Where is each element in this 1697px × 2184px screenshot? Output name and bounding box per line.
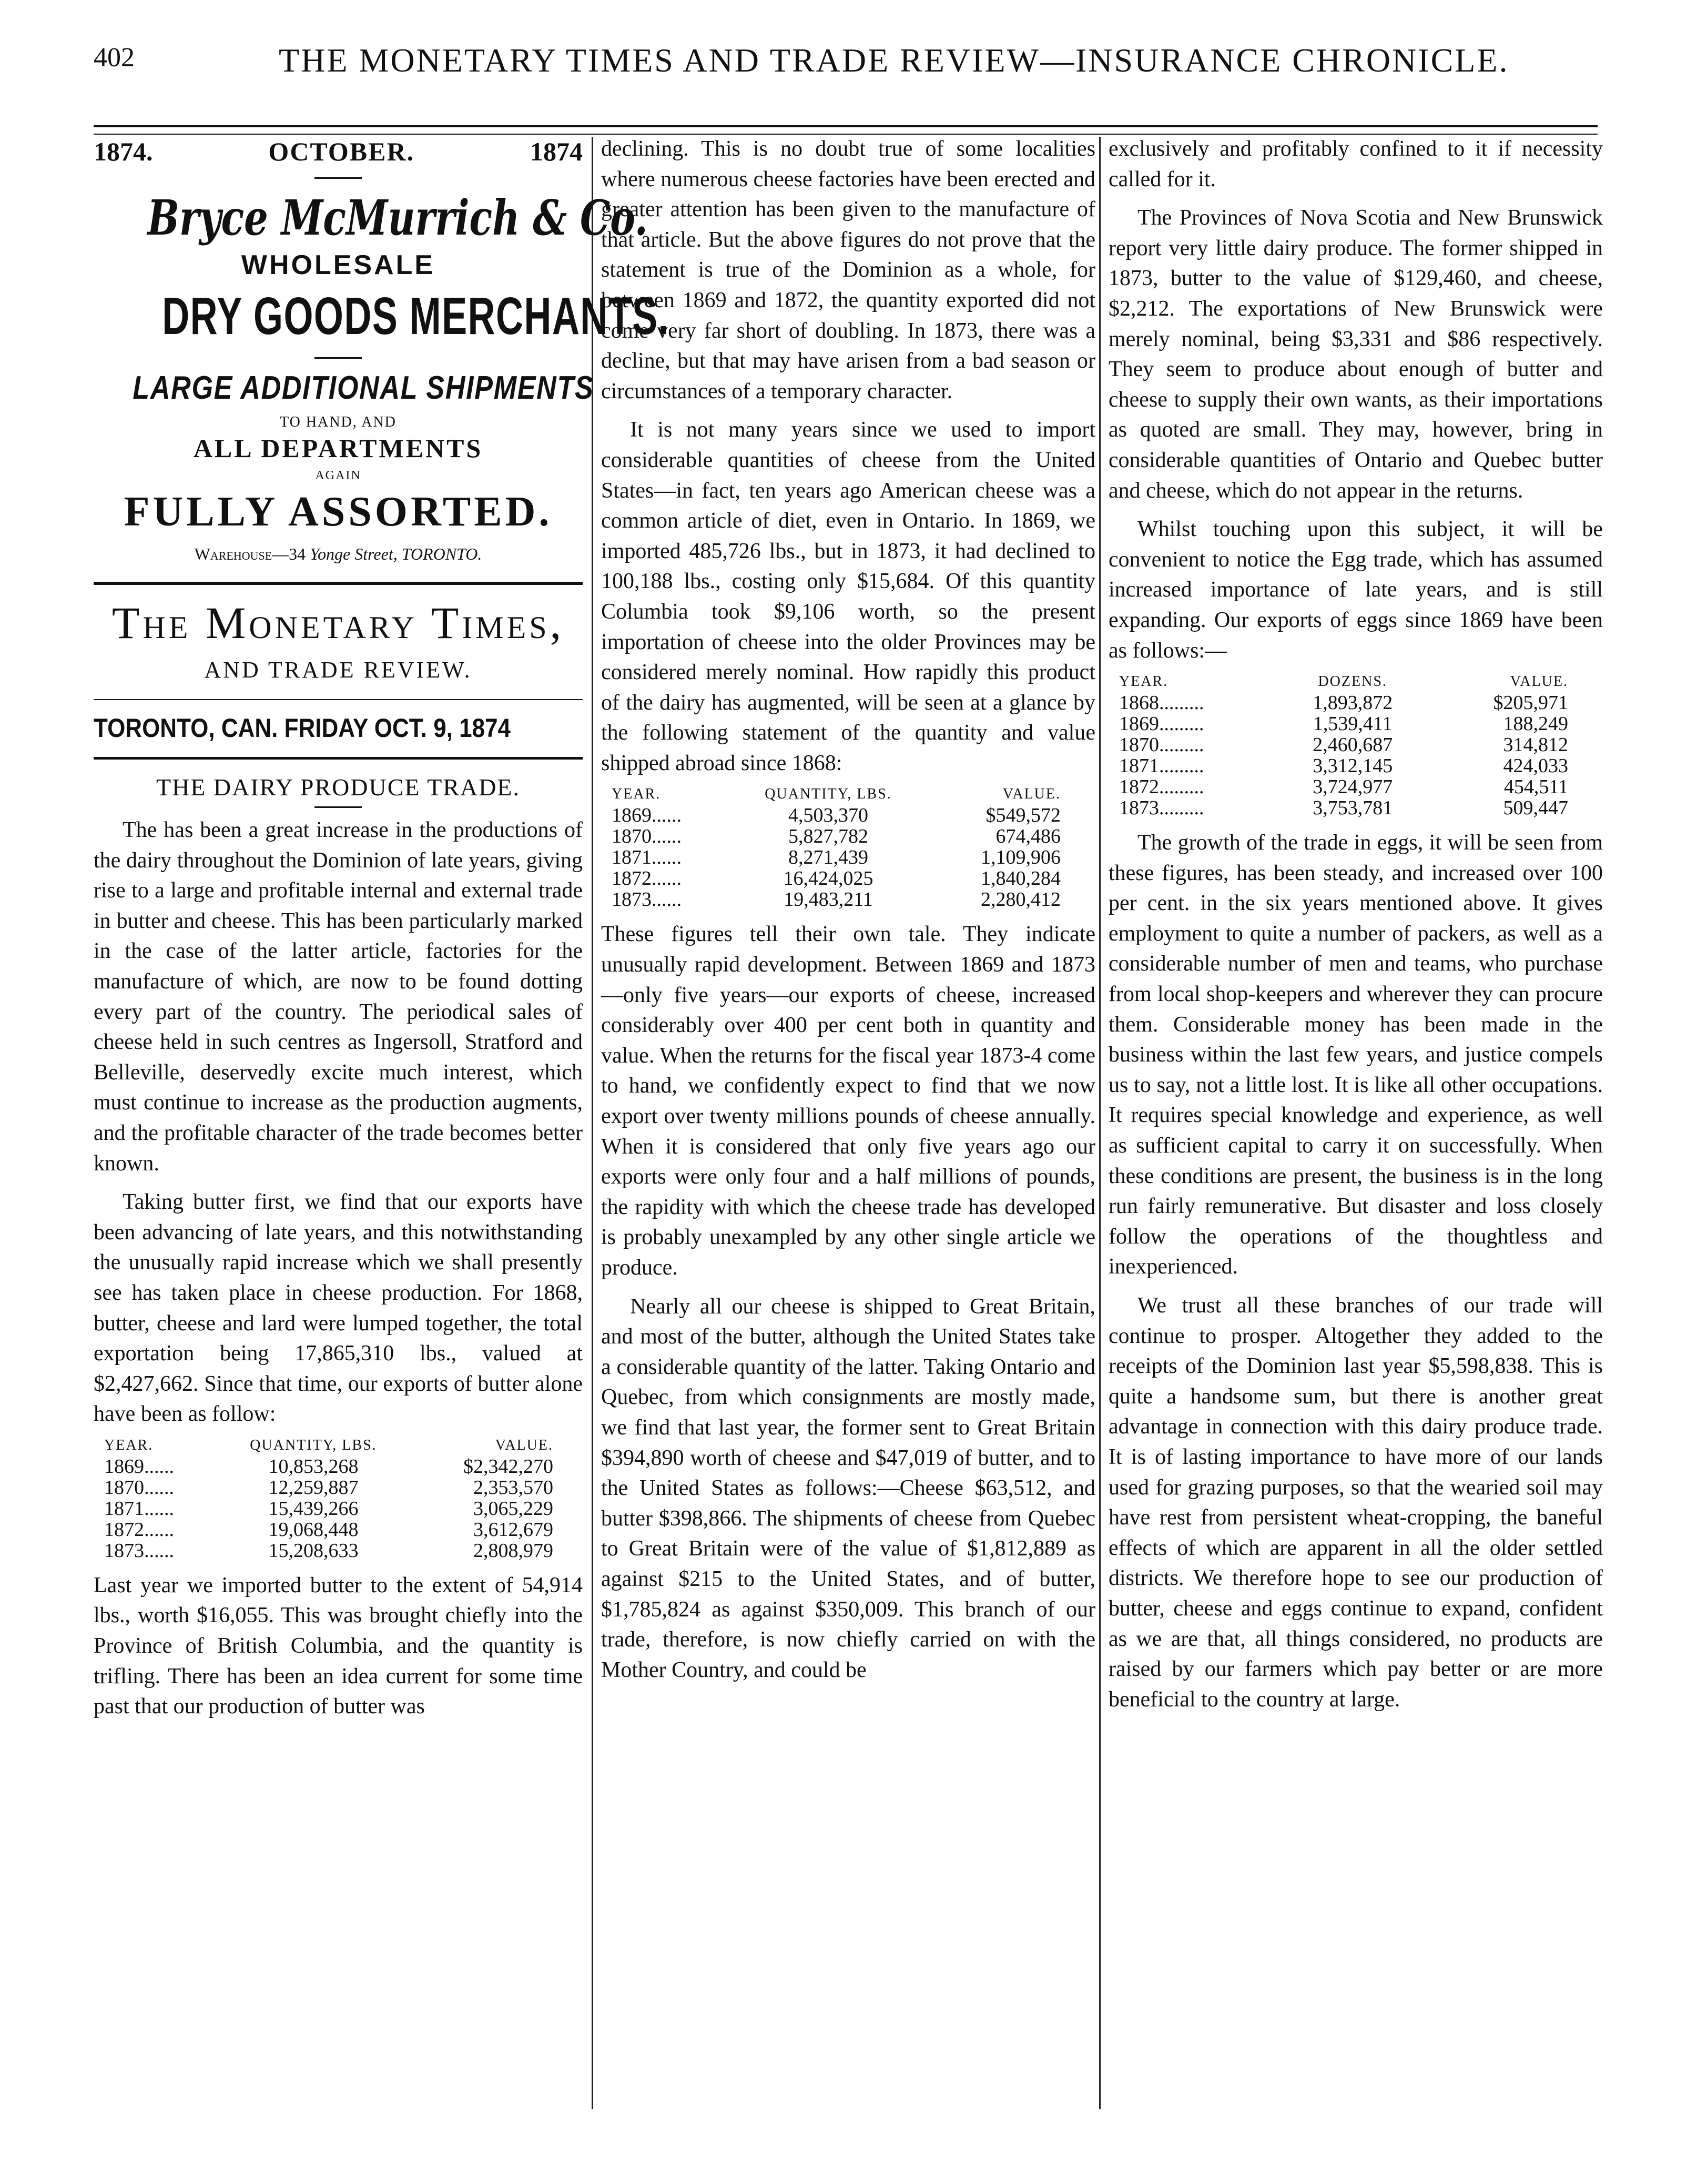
table-cell: 15,439,266 (268, 1497, 359, 1520)
table-header: YEAR. (612, 786, 661, 803)
table-cell: 3,612,679 (473, 1518, 553, 1541)
column-2 (601, 134, 1095, 1685)
article-paragraph: The growth of the trade in eggs, it will be seen from these figures, has been steady, and increased over 100 per cent. in the six years mentioned above. It gives employment to quite a number of packers, as well as a considerable number of men and teams, who purchase from local shop-keepers and wherever they can procure them. Considerable money has been made in the business within the last few years, and justice compels us to say, not a little lost. It is like all other occupations. It requires special knowledge and experience, as well as sufficient capital to carry it on successfully. When these conditions are present, the business is in the long run fairly remunerative. But disaster and loss closely follow the operations of the thoughtless and inexperienced. (1109, 831, 1603, 1279)
table-cell: $549,572 (985, 804, 1061, 827)
advert-bottom-rule (94, 582, 583, 585)
table-cell: 1871...... (104, 1497, 174, 1520)
table-cell: 1868......... (1119, 692, 1204, 714)
table-header: VALUE. (495, 1437, 553, 1453)
article-paragraph: declining. This is no doubt true of some localities where numerous cheese factories have been erected and greater attention has been given to the manufacture of that article. But the above figures do not prove that the statement is true of the Dominion as a whole, for between 1869 and 1872, the quantity exported did not come very far short of doubling. In 1873, there was a decline, but that may have arisen from a bad season or circumstances of a temporary character. (601, 137, 1095, 403)
table-cell: 1871...... (612, 846, 682, 869)
table-cell: 1871......... (1119, 755, 1204, 777)
table-row (1119, 713, 1571, 734)
table-cell: 5,827,782 (788, 825, 868, 848)
table-cell: 1870...... (612, 825, 682, 848)
advert-firm-name: Bryce McMurrich & Co. (147, 189, 648, 246)
cheese-exports-table (612, 786, 1064, 910)
advert-again: AGAIN (315, 469, 361, 482)
article-paragraph: Whilst touching upon this subject, it will be convenient to notice the Egg trade, which has assumed increased importance of late years, and is still expanding. Our exports of eggs since 1869 have been as follows:— (1109, 517, 1603, 663)
table-row (104, 1456, 556, 1477)
table-header: QUANTITY, LBS. (765, 786, 892, 803)
table-cell: 19,483,211 (784, 888, 873, 911)
article-paragraph: The has been a great increase in the productions of the dairy throughout the Dominion of late years, giving rise to a large and profitable internal and external trade in butter and cheese. This has been particularly marked in the case of the latter article, factories for the manufacture of which, are now to be found dotting every part of the country. The periodical sales of cheese held in such centres as Ingersoll, Stratford and Belleville, deservedly excite much interest, which must continue to increase as the production augments, and the profitable character of the trade becomes better known. (94, 818, 583, 1176)
advert-shipments: LARGE ADDITIONAL SHIPMENTS (133, 370, 594, 406)
short-rule (314, 177, 362, 179)
table-cell: 15,208,633 (268, 1539, 359, 1562)
table-cell: 1869...... (612, 804, 682, 827)
article-title: THE DAIRY PRODUCE TRADE. (156, 774, 521, 801)
table-cell: 1,109,906 (981, 846, 1061, 869)
dateline: TORONTO, CAN. FRIDAY OCT. 9, 1874 (94, 713, 511, 743)
table-row (612, 805, 1064, 826)
header-rule (94, 125, 1598, 135)
advert-assorted: FULLY ASSORTED. (124, 489, 553, 535)
advert-to-hand: TO HAND, AND (280, 414, 397, 430)
column-3 (1109, 134, 1603, 1715)
table-cell: 12,259,887 (268, 1476, 359, 1499)
table-cell: 19,068,448 (268, 1518, 359, 1541)
short-rule (314, 806, 362, 808)
table-row (104, 1477, 556, 1498)
table-row (1119, 692, 1571, 713)
table-cell: 188,249 (1503, 713, 1568, 735)
table-cell: 1872...... (612, 867, 682, 890)
table-header: DOZENS. (1318, 673, 1387, 690)
table-row (104, 1498, 556, 1519)
advert-year-left: 1874. (94, 137, 153, 166)
dateline-rule (94, 757, 583, 760)
table-cell: 1872......... (1119, 776, 1204, 798)
advert-date-row (94, 136, 583, 167)
column-divider-1 (592, 137, 593, 2109)
table-row (612, 868, 1064, 889)
table-cell: 2,280,412 (981, 888, 1061, 911)
masthead-rule (94, 699, 583, 700)
table-cell: 314,812 (1503, 734, 1568, 756)
table-row (612, 826, 1064, 847)
column-divider-2 (1099, 137, 1101, 2109)
article-paragraph: We trust all these branches of our trade will continue to prosper. Altogether they added to the receipts of the Dominion last year $5,598,838. This is quite a handsome sum, but there is another great advantage in connection with this dairy produce trade. It is of lasting importance to have more of our lands used for grazing purposes, so that the wearied soil may have rest from persistent wheat-cropping, the baneful effects of which are apparent in all the older settled districts. We therefore hope to see our production of butter, cheese and eggs continue to expand, confident as we are that, all things considered, no products are raised by our farmers which pay better or are more beneficial to the country at large. (1109, 1293, 1603, 1712)
advert-wholesale: WHOLESALE (241, 250, 435, 280)
article-paragraph: Nearly all our cheese is shipped to Great Britain, and most of the butter, although the United States take a considerable quantity of the latter. Taking Ontario and Quebec, from which consignments are mostly made, we find that last year, the former sent to Great Britain $394,890 worth of cheese and $47,019 of butter, and to the United States as follows:—Cheese $63,512, and butter $398,866. The shipments of cheese from Quebec to Great Britain were of the value of $1,812,889 as against $215 to the United States, and of butter, $1,785,824 as against $350,009. This branch of our trade, therefore, is now chiefly carried on with the Mother Country, and could be (601, 1294, 1095, 1682)
table-cell: 3,312,145 (1313, 755, 1393, 777)
table-cell: 674,486 (995, 825, 1061, 848)
table-cell: 1872...... (104, 1518, 174, 1541)
warehouse-label: Warehouse—34 (194, 544, 306, 563)
advert-departments: ALL DEPARTMENTS (193, 433, 483, 463)
table-cell: 1869...... (104, 1455, 174, 1478)
advert-trade: DRY GOODS MERCHANTS. (162, 287, 670, 346)
table-cell: 1870...... (104, 1476, 174, 1499)
table-row (1119, 755, 1571, 776)
table-cell: $2,342,270 (463, 1455, 553, 1478)
table-cell: 2,460,687 (1313, 734, 1393, 756)
article-paragraph: The Provinces of Nova Scotia and New Brunswick report very little dairy produce. The former shipped in 1873, butter to the value of $129,460, and cheese, $2,212. The exportations of New Brunswick were merely nominal, being $3,331 and $86 respectively. They seem to produce about enough of butter and cheese to supply their own wants, as their importations as quoted are small. They may, however, bring in considerable quantities of Ontario and Quebec butter and cheese, which do not appear in the returns. (1109, 206, 1603, 503)
table-cell: 1869......... (1119, 713, 1204, 735)
table-cell: 1,893,872 (1313, 692, 1393, 714)
article-paragraph: Last year we imported butter to the extent of 54,914 lbs., worth $16,055. This was brought chiefly into the Province of British Columbia, and the quantity is trifling. There has been an idea current for some time past that our production of butter was (94, 1573, 583, 1719)
table-row (1119, 734, 1571, 755)
masthead-subtitle: AND TRADE REVIEW. (204, 657, 472, 683)
masthead-title: The Monetary Times, (111, 598, 565, 648)
table-cell: 424,033 (1503, 755, 1568, 777)
article-paragraph: These figures tell their own tale. They indicate unusually rapid development. Between 1869 and 1873—only five years—our exports of cheese, increased considerably over 400 per cent both in quantity and value. When the returns for the fiscal year 1873-4 come to hand, we confidently expect to find that we now export over twenty millions pounds of cheese annually. When it is considered that only five years ago our exports were only four and a half millions of pounds, the rapidity with which the cheese trade has developed is probably unexampled by any other single article we produce. (601, 922, 1095, 1280)
table-cell: 1,539,411 (1313, 713, 1393, 735)
table-row (104, 1540, 556, 1561)
table-cell: 2,808,979 (473, 1539, 553, 1562)
column-1 (94, 134, 670, 1722)
table-cell: 1870......... (1119, 734, 1204, 756)
table-cell: 454,511 (1503, 776, 1568, 798)
table-row (104, 1519, 556, 1540)
table-cell: 1873...... (612, 888, 682, 911)
egg-exports-table (1119, 673, 1571, 818)
table-header: YEAR. (104, 1437, 154, 1453)
table-cell: 1873......... (1119, 797, 1204, 820)
table-cell: 3,753,781 (1313, 797, 1393, 820)
table-cell: 10,853,268 (268, 1455, 359, 1478)
table-header-row (1119, 673, 1571, 692)
table-cell: $205,971 (1493, 692, 1568, 714)
running-title: THE MONETARY TIMES AND TRADE REVIEW—INSURANCE CHRONICLE. (279, 42, 1509, 79)
table-cell: 16,424,025 (783, 867, 873, 890)
table-cell: 8,271,439 (788, 846, 868, 869)
butter-exports-table (104, 1437, 556, 1561)
advert-year-right: 1874 (530, 137, 583, 166)
table-row (612, 889, 1064, 910)
table-header: VALUE. (1510, 673, 1568, 690)
table-cell: 1,840,284 (981, 867, 1061, 890)
table-row (612, 847, 1064, 868)
table-row (1119, 776, 1571, 797)
advert-warehouse (94, 544, 583, 564)
table-cell: 3,724,977 (1313, 776, 1393, 798)
table-cell: 4,503,370 (788, 804, 868, 827)
table-header-row (104, 1437, 556, 1456)
article-paragraph: exclusively and profitably confined to it if necessity called for it. (1109, 137, 1603, 191)
table-header: VALUE. (1002, 786, 1061, 803)
short-rule (314, 357, 362, 359)
table-header: YEAR. (1119, 673, 1168, 690)
article-paragraph: It is not many years since we used to import considerable quantities of cheese from the United States—in fact, ten years ago American cheese was a common article of diet, even in Ontario. In 1869, we imported 485,726 lbs., but in 1873, it had declined to 100,188 lbs., costing only $15,684. Of this quantity Columbia took $9,106 worth, so the present importation of cheese into the older Provinces may be considered merely nominal. How rapidly this product of the dairy has augmented, will be seen at a glance by the following statement of the quantity and value shipped abroad since 1868: (601, 418, 1095, 775)
article-paragraph: Taking butter first, we find that our exports have been advancing of late years, and this notwithstanding the unusually rapid increase which we shall presently see has taken place in cheese production. For 1868, butter, cheese and lard were lumped together, the total exportation being 17,865,310 lbs., valued at $2,427,662. Since that time, our exports of butter alone have been as follow: (94, 1190, 583, 1427)
page-number: 402 (94, 43, 135, 73)
table-header: QUANTITY, LBS. (250, 1437, 377, 1453)
table-header-row (612, 786, 1064, 805)
warehouse-address: Yonge Street, TORONTO. (310, 544, 482, 563)
table-cell: 3,065,229 (473, 1497, 553, 1520)
table-row (1119, 797, 1571, 818)
table-cell: 1873...... (104, 1539, 174, 1562)
table-cell: 2,353,570 (473, 1476, 553, 1499)
advert-month: OCTOBER. (268, 137, 415, 166)
table-cell: 509,447 (1503, 797, 1568, 820)
